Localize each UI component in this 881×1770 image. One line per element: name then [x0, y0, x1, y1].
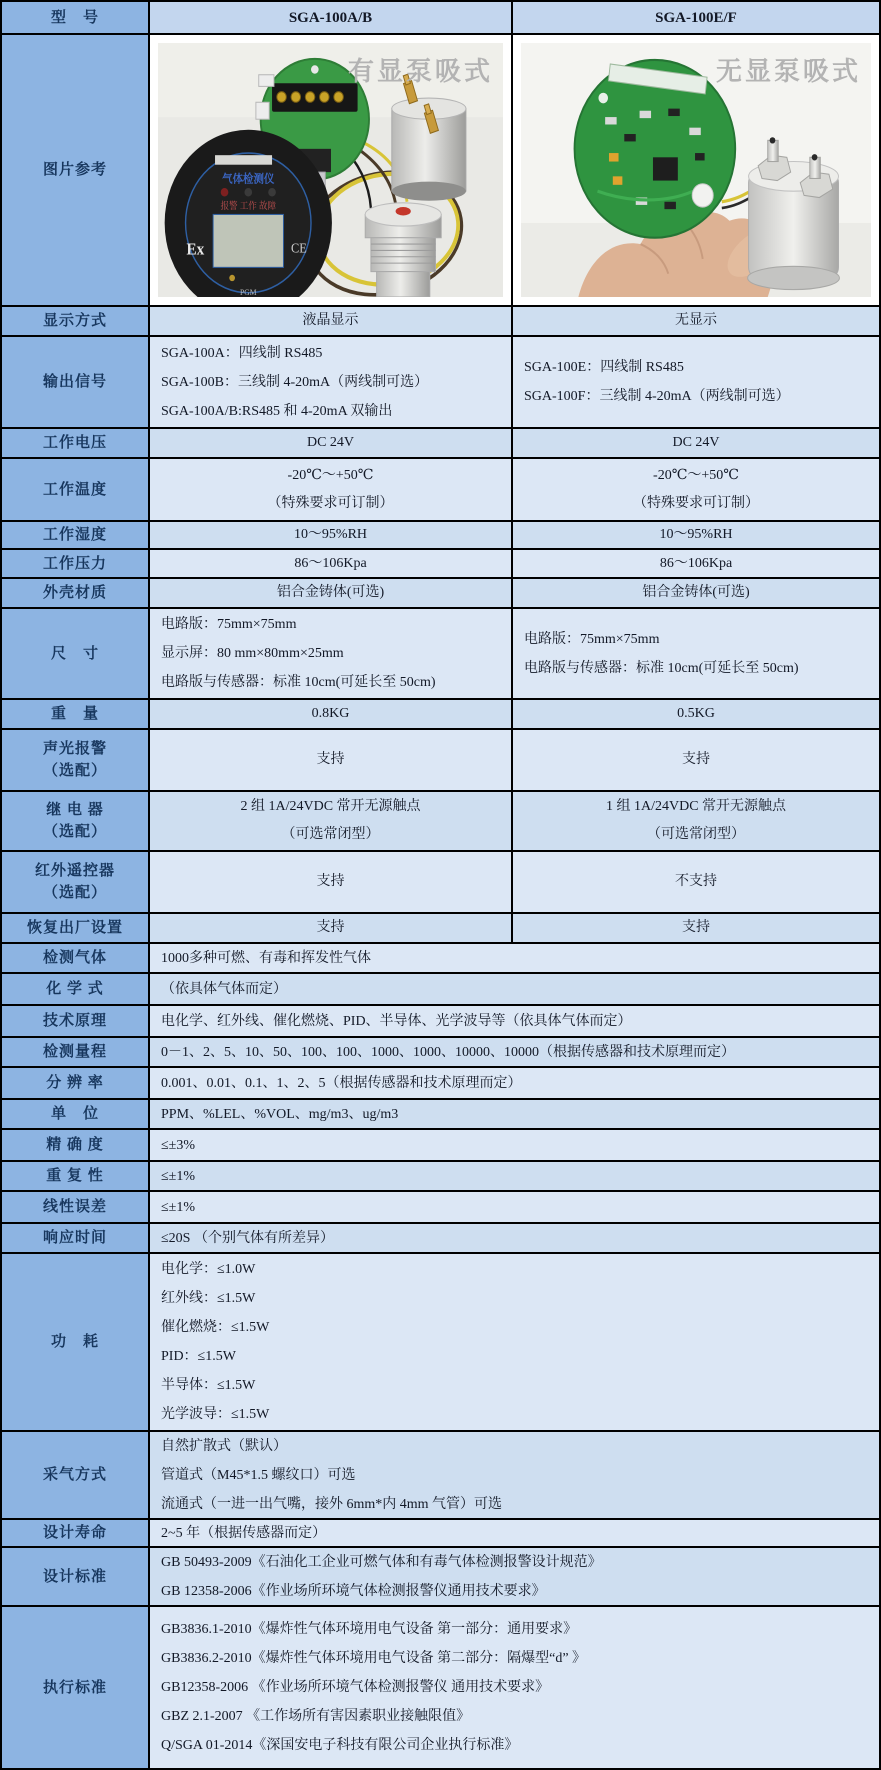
line: 电路版与传感器：标准 10cm(可延长至 50cm) — [161, 675, 436, 690]
row-label: 重 复 性 — [2, 1162, 150, 1190]
line: ≤20S （个别气体有所差异） — [161, 1230, 334, 1246]
line: 电化学：≤1.0W — [161, 1262, 256, 1277]
line: （可选常闭型） — [281, 827, 380, 842]
row-label: 输出信号 — [2, 337, 150, 427]
line: GBZ 2.1-2007 《工作场所有害因素职业接触限值》 — [161, 1709, 471, 1724]
row-label: 检测量程 — [2, 1038, 150, 1066]
photo-reference-row — [2, 35, 879, 307]
row-label: 尺 寸 — [2, 609, 150, 698]
alarm-a: 支持 — [150, 730, 513, 790]
row-label: 采气方式 — [2, 1432, 150, 1518]
row-detectable-gases — [2, 944, 879, 974]
line: Q/SGA 01-2014《深国安电子科技有限公司企业执行标准》 — [161, 1738, 519, 1753]
line: PID：≤1.5W — [161, 1349, 236, 1364]
table-header-row — [2, 2, 879, 35]
reset-a: 支持 — [150, 914, 513, 942]
output-signal-a — [150, 337, 513, 427]
label-line: 继 电 器 — [46, 802, 104, 818]
line: 2~5 年（根据传感器而定） — [161, 1525, 327, 1541]
line: 光学波导：≤1.5W — [161, 1407, 270, 1422]
remote-b: 不支持 — [513, 852, 879, 912]
row-power-consumption — [2, 1254, 879, 1432]
row-label: 精 确 度 — [2, 1130, 150, 1160]
row-label: 单 位 — [2, 1100, 150, 1128]
row-ir-remote — [2, 852, 879, 914]
row-display-mode — [2, 307, 879, 337]
gas-sampling-value — [150, 1432, 879, 1518]
watermark-left: 有显泵吸式 — [347, 56, 493, 86]
product-photo-sga100ef — [513, 35, 879, 305]
detection-range-value — [150, 1038, 879, 1066]
response-time-value — [150, 1224, 879, 1252]
dimensions-b — [513, 609, 879, 698]
reset-b: 支持 — [513, 914, 879, 942]
execution-standard-value — [150, 1607, 879, 1768]
row-label: 恢复出厂设置 — [2, 914, 150, 942]
line: 半导体：≤1.5W — [161, 1378, 256, 1393]
relay-b — [513, 792, 879, 850]
line: （特殊要求可订制） — [267, 495, 394, 511]
row-design-life — [2, 1520, 879, 1548]
pressure-a: 86～106Kpa — [150, 550, 513, 577]
line: SGA-100B：三线制 4-20mA（两线制可选） — [161, 374, 429, 390]
units-value — [150, 1100, 879, 1128]
line: 电路版：75mm×75mm — [524, 631, 660, 647]
label-line: 红外遥控器 — [34, 863, 115, 879]
row-working-humidity — [2, 522, 879, 550]
line: 电路版与传感器：标准 10cm(可延长至 50cm) — [524, 660, 799, 676]
header-model-label: 型 号 — [2, 2, 150, 33]
line: 1000多种可燃、有毒和挥发性气体 — [161, 950, 371, 966]
row-label: 工作压力 — [2, 550, 150, 577]
alarm-b: 支持 — [513, 730, 879, 790]
device-brand-text: 气体检测仪 — [222, 173, 275, 186]
row-linearity-error — [2, 1192, 879, 1224]
line: ≤±1% — [161, 1168, 196, 1184]
line: 0.001、0.01、0.1、1、2、5（根据传感器和技术原理而定） — [161, 1075, 522, 1091]
temperature-a — [150, 459, 513, 520]
line: 1 组 1A/24VDC 常开无源触点 — [605, 799, 787, 814]
row-label: 线性误差 — [2, 1192, 150, 1222]
row-weight — [2, 700, 879, 730]
row-design-standard — [2, 1548, 879, 1607]
photo-right-illustration — [521, 43, 871, 297]
line: 0－1、2、5、10、50、100、100、1000、1000、10000、10000（根据传感器和技术原理而定） — [161, 1044, 735, 1060]
line: GB 12358-2006《作业场所环境气体检测报警仪通用技术要求》 — [161, 1583, 546, 1599]
accuracy-value — [150, 1130, 879, 1160]
row-accuracy — [2, 1130, 879, 1162]
display-mode-a: 液晶显示 — [150, 307, 513, 335]
weight-b: 0.5KG — [513, 700, 879, 728]
line: 电路版：75mm×75mm — [161, 617, 297, 632]
relay-a — [150, 792, 513, 850]
line: 2 组 1A/24VDC 常开无源触点 — [240, 799, 421, 814]
output-signal-b — [513, 337, 879, 427]
line: 管道式（M45*1.5 螺纹口）可选 — [161, 1467, 356, 1483]
row-audible-visual-alarm — [2, 730, 879, 792]
row-gas-sampling-method — [2, 1432, 879, 1520]
humidity-a: 10～95%RH — [150, 522, 513, 548]
power-consumption-value — [150, 1254, 879, 1430]
line: SGA-100A/B:RS485 和 4-20mA 双输出 — [161, 403, 393, 419]
line: GB12358-2006 《作业场所环境气体检测报警仪 通用技术要求》 — [161, 1680, 550, 1695]
line: SGA-100A：四线制 RS485 — [161, 345, 323, 361]
display-mode-b: 无显示 — [513, 307, 879, 335]
row-housing-material — [2, 579, 879, 609]
linearity-error-value — [150, 1192, 879, 1222]
device-pgm-text: PGM — [240, 287, 257, 297]
row-label: 外壳材质 — [2, 579, 150, 607]
chemical-formula-value — [150, 974, 879, 1004]
row-label: 重 量 — [2, 700, 150, 728]
row-label: 执行标准 — [2, 1607, 150, 1768]
row-label — [2, 792, 150, 850]
line: SGA-100F：三线制 4-20mA（两线制可选） — [524, 389, 790, 404]
line: -20℃～+50℃ — [287, 467, 374, 483]
row-label — [2, 730, 150, 790]
row-technical-principle — [2, 1006, 879, 1038]
row-factory-reset — [2, 914, 879, 944]
line: -20℃～+50℃ — [653, 467, 739, 483]
dimensions-a — [150, 609, 513, 698]
line: SGA-100E：四线制 RS485 — [524, 360, 684, 375]
row-label: 设计标准 — [2, 1548, 150, 1605]
design-life-value — [150, 1520, 879, 1546]
technical-principle-value — [150, 1006, 879, 1036]
detectable-gases-value — [150, 944, 879, 972]
label-line: （选配） — [42, 885, 107, 901]
row-working-voltage — [2, 429, 879, 459]
pressure-b: 86～106Kpa — [513, 550, 879, 577]
line: GB3836.2-2010《爆炸性气体环境用电气设备 第二部分：隔爆型“d” 》 — [161, 1651, 587, 1666]
design-standard-value — [150, 1548, 879, 1605]
label-line: （选配） — [42, 824, 107, 840]
row-units — [2, 1100, 879, 1130]
label-line: 声光报警 — [42, 741, 107, 757]
weight-a: 0.8KG — [150, 700, 513, 728]
line: PPM、%LEL、%VOL、mg/m3、ug/m3 — [161, 1106, 399, 1122]
line: 流通式（一进一出气嘴，接外 6mm*内 4mm 气管）可选 — [161, 1496, 503, 1512]
ribbed-sensor — [365, 203, 441, 297]
row-output-signal — [2, 337, 879, 429]
line: （可选常闭型） — [647, 827, 745, 842]
line: ≤±3% — [161, 1137, 196, 1153]
voltage-a: DC 24V — [150, 429, 513, 457]
resolution-value — [150, 1068, 879, 1098]
row-label: 显示方式 — [2, 307, 150, 335]
row-working-pressure — [2, 550, 879, 579]
row-label: 化 学 式 — [2, 974, 150, 1004]
line: 自然扩散式（默认） — [161, 1438, 287, 1454]
device-ex-mark: Ex — [186, 240, 205, 259]
row-resolution — [2, 1068, 879, 1100]
header-model-sga100ef: SGA-100E/F — [513, 2, 879, 33]
circuit-board — [575, 60, 736, 238]
header-model-sga100ab: SGA-100A/B — [150, 2, 513, 33]
humidity-b: 10～95%RH — [513, 522, 879, 548]
row-response-time — [2, 1224, 879, 1254]
row-label: 检测气体 — [2, 944, 150, 972]
line: GB3836.1-2010《爆炸性气体环境用电气设备 第一部分：通用要求》 — [161, 1622, 578, 1637]
row-detection-range — [2, 1038, 879, 1068]
row-chemical-formula — [2, 974, 879, 1006]
line: 红外线：≤1.5W — [161, 1291, 256, 1306]
line: 催化燃烧：≤1.5W — [161, 1320, 270, 1335]
line: 电化学、红外线、催化燃烧、PID、半导体、光学波导等（依具体气体而定） — [161, 1013, 632, 1029]
row-label: 工作电压 — [2, 429, 150, 457]
line: 显示屏：80 mm×80mm×25mm — [161, 646, 344, 661]
line: ≤±1% — [161, 1199, 196, 1215]
row-relay — [2, 792, 879, 852]
housing-a: 铝合金铸体(可选) — [150, 579, 513, 607]
photo-row-label: 图片参考 — [2, 35, 150, 305]
label-line: （选配） — [42, 763, 107, 779]
row-execution-standard — [2, 1607, 879, 1768]
row-label: 工作温度 — [2, 459, 150, 520]
watermark-right: 无显泵吸式 — [715, 56, 861, 86]
row-label: 功 耗 — [2, 1254, 150, 1430]
device-ce-mark: CE — [291, 239, 307, 256]
repeatability-value — [150, 1162, 879, 1190]
row-label: 工作湿度 — [2, 522, 150, 548]
line: （依具体气体而定） — [161, 981, 287, 997]
row-repeatability — [2, 1162, 879, 1192]
product-photo-sga100ab — [150, 35, 513, 305]
photo-left-illustration — [158, 43, 503, 297]
temperature-b — [513, 459, 879, 520]
device-led-labels: 报警 工作 故障 — [220, 200, 277, 212]
row-dimensions — [2, 609, 879, 700]
line: GB 50493-2009《石油化工企业可燃气体和有毒气体检测报警设计规范》 — [161, 1554, 602, 1570]
row-label: 分 辨 率 — [2, 1068, 150, 1098]
row-label: 设计寿命 — [2, 1520, 150, 1546]
line: （特殊要求可订制） — [633, 495, 759, 511]
row-working-temperature — [2, 459, 879, 522]
remote-a: 支持 — [150, 852, 513, 912]
housing-b: 铝合金铸体(可选) — [513, 579, 879, 607]
voltage-b: DC 24V — [513, 429, 879, 457]
row-label: 技术原理 — [2, 1006, 150, 1036]
row-label — [2, 852, 150, 912]
row-label: 响应时间 — [2, 1224, 150, 1252]
